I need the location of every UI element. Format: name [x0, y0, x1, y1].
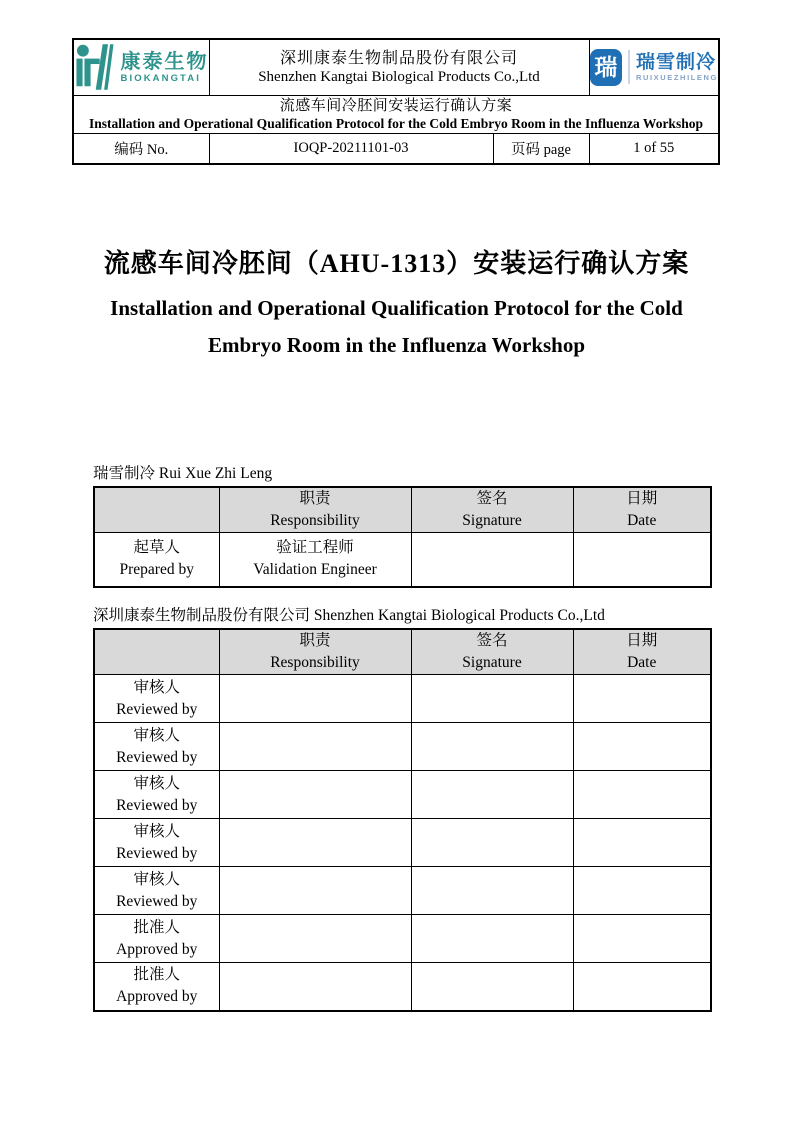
main-title-cn: 流感车间冷胚间（AHU-1313）安装运行确认方案	[103, 249, 690, 278]
responsibility-cell	[219, 867, 411, 915]
table-row	[94, 723, 711, 771]
company-name-cn: 深圳康泰生物制品股份有限公司	[279, 49, 518, 67]
responsibility-header-cn: 职责	[299, 632, 331, 649]
table-row	[94, 819, 711, 867]
role-cell	[94, 915, 219, 963]
responsibility-header-en: Responsibility	[270, 654, 360, 671]
signature-header-en: Signature	[462, 512, 522, 529]
kangtai-logo-cn: 康泰生物	[120, 50, 209, 73]
signoff-ruixue-table	[93, 486, 712, 588]
date-header-en: Date	[627, 654, 657, 671]
role-cn: 审核人	[133, 774, 180, 792]
date-cell	[573, 963, 711, 1011]
role-en: Approved by	[116, 940, 198, 958]
date-cell	[573, 675, 711, 723]
date-cell	[573, 533, 711, 587]
table-row	[94, 915, 711, 963]
main-title-en-line2: Embryo Room in the Influenza Workshop	[207, 333, 586, 357]
header-table	[72, 38, 720, 165]
signoff-kangtai-table	[93, 628, 712, 1012]
signature-cell	[411, 675, 573, 723]
role-cn: 审核人	[133, 870, 180, 888]
role-en: Reviewed by	[116, 892, 198, 910]
responsibility-en: Validation Engineer	[253, 561, 377, 579]
signature-header-en: Signature	[462, 654, 522, 671]
table-row	[94, 771, 711, 819]
doc-title-cn: 流感车间冷胚间安装运行确认方案	[279, 97, 513, 114]
company-name-en: Shenzhen Kangtai Biological Products Co.,Ltd	[258, 68, 540, 85]
ruixue-logo-text	[636, 52, 718, 83]
table-row	[94, 867, 711, 915]
role-en: Reviewed by	[116, 748, 198, 766]
doc-title-cell	[73, 95, 719, 133]
code-value: IOQP-20211101-03	[209, 133, 493, 164]
date-header-en: Date	[627, 512, 657, 529]
responsibility-cell	[219, 819, 411, 867]
date-header-cn: 日期	[626, 490, 658, 507]
role-en: Approved by	[116, 988, 198, 1006]
header-date-cell	[573, 487, 711, 533]
signature-cell	[411, 915, 573, 963]
signature-header-cn: 签名	[476, 490, 508, 507]
table-row	[94, 675, 711, 723]
header-date-cell	[573, 629, 711, 675]
responsibility-cell	[219, 723, 411, 771]
role-cell	[94, 819, 219, 867]
header-role-cell	[94, 487, 219, 533]
signoff-kangtai-caption-en: Shenzhen Kangtai Biological Products Co.,Ltd	[313, 607, 605, 624]
ruixue-logo-icon: 瑞	[590, 49, 623, 86]
responsibility-header-cn: 职责	[299, 490, 331, 507]
responsibility-cell	[219, 533, 411, 587]
date-header-cn: 日期	[626, 632, 658, 649]
page-number: 1 of 55	[589, 133, 719, 164]
date-cell	[573, 819, 711, 867]
role-cn: 审核人	[133, 726, 180, 744]
role-en: Reviewed by	[116, 796, 198, 814]
role-en: Reviewed by	[116, 700, 198, 718]
role-cn: 审核人	[133, 678, 180, 696]
ruixue-logo-en: RUIXUEZHILENG	[635, 72, 718, 82]
role-cn: 批准人	[133, 966, 180, 984]
role-en: Prepared by	[119, 561, 194, 579]
ruixue-logo-divider	[628, 50, 630, 84]
responsibility-cell	[219, 675, 411, 723]
page-label: 页码 page	[493, 133, 589, 164]
responsibility-header-en: Responsibility	[270, 512, 360, 529]
signature-cell	[411, 819, 573, 867]
signature-cell	[411, 723, 573, 771]
date-cell	[573, 771, 711, 819]
code-label: 编码 No.	[73, 133, 209, 164]
header-role-cell	[94, 629, 219, 675]
date-cell	[573, 915, 711, 963]
role-cn: 起草人	[133, 539, 180, 557]
kangtai-logo-en: BIOKANGTAI	[120, 72, 201, 84]
role-cell	[94, 771, 219, 819]
role-cell	[94, 963, 219, 1011]
role-cell	[94, 867, 219, 915]
signature-cell	[411, 867, 573, 915]
responsibility-cell	[219, 915, 411, 963]
header-responsibility-cell	[219, 487, 411, 533]
main-title-en-line1: Installation and Operational Qualification Protocol for the Cold	[110, 296, 683, 320]
header-signature-cell	[411, 487, 573, 533]
role-cn: 批准人	[133, 918, 180, 936]
table-row	[94, 963, 711, 1011]
responsibility-cn: 验证工程师	[276, 539, 354, 557]
responsibility-cell	[219, 963, 411, 1011]
kangtai-logo-cell	[73, 39, 209, 95]
signature-cell	[411, 533, 573, 587]
signoff-kangtai-caption-cn: 深圳康泰生物制品股份有限公司	[93, 607, 311, 624]
kangtai-logo-icon	[74, 44, 114, 90]
role-en: Reviewed by	[116, 844, 198, 862]
kangtai-logo	[74, 44, 209, 90]
responsibility-cell	[219, 771, 411, 819]
date-cell	[573, 867, 711, 915]
header-responsibility-cell	[219, 629, 411, 675]
signoff-kangtai-caption	[93, 603, 605, 625]
ruixue-logo-cell	[589, 39, 719, 95]
role-cell	[94, 533, 219, 587]
ruixue-logo	[590, 49, 719, 86]
role-cell	[94, 675, 219, 723]
ruixue-logo-cn: 瑞雪制冷	[635, 51, 716, 73]
table-row	[94, 533, 711, 587]
company-name-cell	[209, 39, 589, 95]
header-signature-cell	[411, 629, 573, 675]
signature-cell	[411, 771, 573, 819]
signoff-ruixue-caption: 瑞雪制冷 Rui Xue Zhi Leng	[93, 465, 273, 482]
date-cell	[573, 723, 711, 771]
doc-title-en: Installation and Operational Qualification Protocol for the Cold Embryo Room in the Influenza Workshop	[89, 115, 703, 131]
kangtai-logo-text	[121, 51, 209, 84]
role-cn: 审核人	[133, 822, 180, 840]
signature-cell	[411, 963, 573, 1011]
role-cell	[94, 723, 219, 771]
signature-header-cn: 签名	[476, 632, 508, 649]
